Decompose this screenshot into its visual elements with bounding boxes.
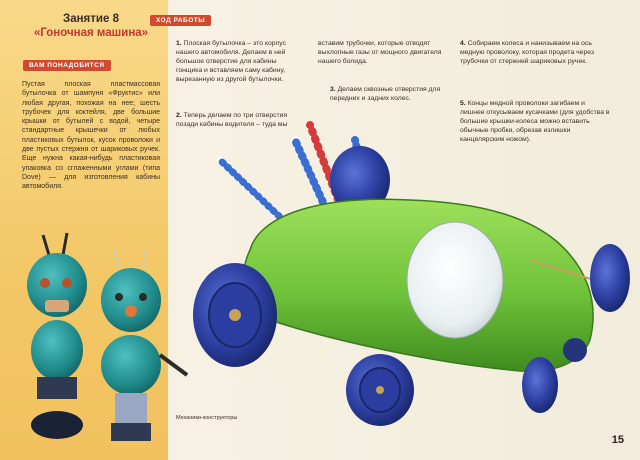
robot-figure-right: [101, 250, 187, 441]
lesson-name: «Гоночная машина»: [33, 27, 149, 39]
robots-illustration: [15, 225, 190, 450]
step-text: Делаем сквозные отверстия для передних и задних колес.: [330, 86, 441, 102]
front-wheel-small: [522, 357, 558, 413]
step-text: Собираем колеса и нанизываем на ось медную проволоку, которая продета через трубочки от стержней шариковых ручек.: [460, 40, 594, 65]
image-caption: Механики-конструкторы: [176, 415, 238, 421]
step-text: вставим трубочки, которые отводят выхлопные газы от мощного двигателя нашего болида.: [318, 40, 442, 65]
step-text: Теперь делаем по три отверстия позади кабины водителя – туда мы: [176, 112, 288, 128]
step-number: 3.: [330, 86, 336, 93]
work-heading: ХОД РАБОТЫ: [150, 15, 211, 26]
page-number: 15: [611, 434, 624, 446]
step-text: Концы медной проволоки загибаем и лишнее откусываем кусачками (для удобства в большие крышки-колеса можно вставить обычные пробки, обрезав излишки канцелярским ножом).: [460, 100, 610, 143]
lesson-number: Занятие 8: [63, 13, 119, 25]
step-text: Плоская бутылочка – это корпус нашего автомобиля. Делаем в ней большое отверстие для кабины гонщика и вставляем саму кабину, вырезанную из другой бутылочки.: [176, 40, 286, 83]
lesson-title: [20, 12, 162, 40]
materials-text: Пустая плоская пластмассовая бутылочка от шампуня «Фруктис» или любая другая, похожая на нее; шесть трубочек для коктейля, две большие крышки от бутылей с водой, четыре стандартные крышечки от любых пластиковых бутылок, кусок проволоки и две пустых стержня от шариковых ручек. Еще нужна какая-нибудь пластиковая упаковка со сглаженными углами (типа Dove) — для изготовления кабины автомобиля.: [22, 81, 160, 191]
step-number: 1.: [176, 40, 182, 47]
front-wheel-right: [590, 244, 630, 312]
materials-heading: ВАМ ПОНАДОБИТСЯ: [23, 60, 111, 71]
step-4: [460, 40, 610, 67]
driver-cabin: [407, 222, 503, 338]
step-number: 4.: [460, 40, 466, 47]
nose-cap: [563, 338, 587, 362]
step-2-cont: [318, 40, 450, 67]
step-number: 5.: [460, 100, 466, 107]
step-number: 2.: [176, 112, 182, 119]
robot-figure-left: [27, 233, 87, 439]
step-1: [176, 40, 302, 85]
race-car-illustration: [190, 100, 630, 430]
